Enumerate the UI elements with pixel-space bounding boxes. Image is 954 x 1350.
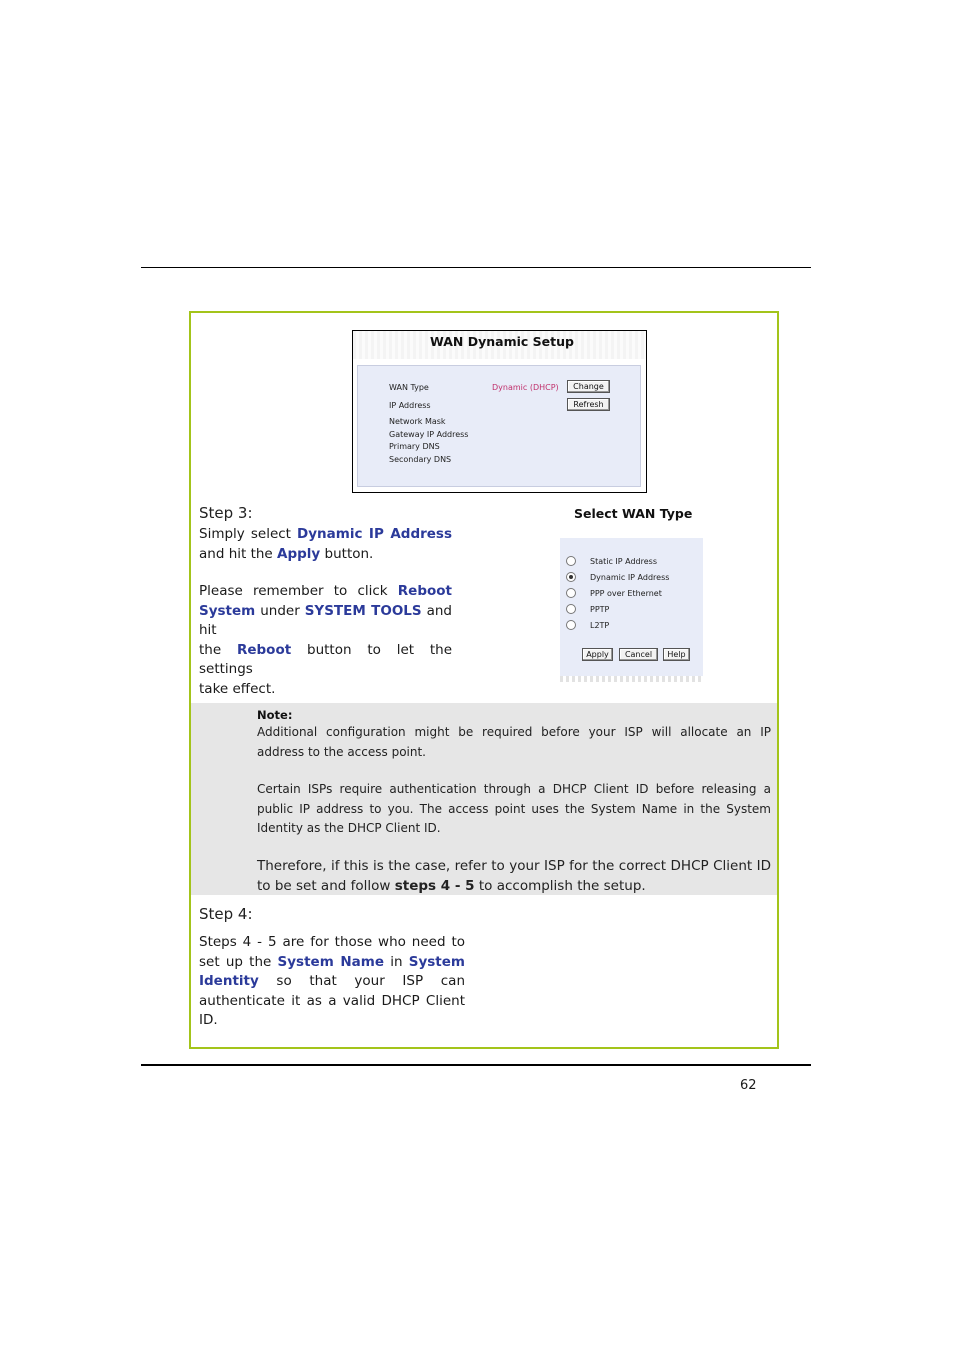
page-number: 62 (740, 1078, 757, 1093)
header-rule (141, 267, 811, 268)
reboot-keyword: Reboot (397, 583, 452, 599)
steps-keyword: steps 4 - 5 (394, 878, 475, 894)
step3-heading: Step 3: (199, 504, 253, 522)
note-paragraph-2 (257, 780, 771, 839)
step3-p1-line2 (199, 545, 452, 565)
option-static-ip[interactable] (566, 555, 657, 567)
system-keyword: System (408, 953, 465, 970)
change-button[interactable]: Change (567, 380, 610, 393)
note-paragraph-3 (257, 856, 771, 896)
option-pppoe[interactable] (566, 587, 662, 599)
content-box (189, 311, 779, 1049)
text: Please remember to click (199, 583, 398, 599)
step3-p1-line1 (199, 525, 452, 545)
text: to accomplish the setup. (474, 878, 646, 894)
step3-p2-line1 (199, 582, 452, 602)
step4-paragraph (199, 933, 465, 1031)
step4-line2 (199, 953, 465, 973)
note-line (257, 876, 771, 896)
note-line: Certain ISPs require authentication through a DHCP Client ID before releasing a (257, 782, 771, 796)
select-wan-type-screenshot (560, 504, 706, 685)
apply-keyword: Apply (277, 545, 321, 562)
radio-button[interactable] (566, 556, 576, 566)
option-label: PPP over Ethernet (590, 588, 662, 598)
option-label: PPTP (590, 604, 610, 614)
option-label: L2TP (590, 620, 610, 630)
option-label: Static IP Address (590, 556, 658, 566)
step4-line1: Steps 4 - 5 are for those who need to (199, 934, 465, 950)
radio-button-selected[interactable] (566, 572, 576, 582)
cancel-button[interactable]: Cancel (619, 648, 658, 661)
note-line: Additional configuration might be required before your ISP will allocate an IP (257, 725, 771, 739)
radio-button[interactable] (566, 604, 576, 614)
wan-settings-panel (357, 365, 641, 487)
wan-type-label: WAN Type (389, 383, 429, 392)
note-title: Note: (257, 708, 293, 722)
note-line: Therefore, if this is the case, refer to your ISP for the correct DHCP Client ID (257, 858, 771, 874)
ip-address-label: IP Address (389, 401, 431, 410)
note-line: address to the access point. (257, 744, 426, 759)
step4-line3 (199, 972, 465, 992)
apply-button[interactable]: Apply (582, 648, 613, 661)
option-label: Dynamic IP Address (590, 572, 670, 582)
screenshot-header (353, 331, 646, 359)
text: and hit the (199, 545, 278, 562)
text: in (384, 953, 409, 970)
option-l2tp[interactable] (566, 619, 609, 631)
note-line: Identity as the DHCP Client ID. (257, 821, 441, 835)
option-pptp[interactable] (566, 603, 609, 615)
text: so that your ISP can (258, 973, 465, 989)
radio-button[interactable] (566, 620, 576, 630)
wan-type-panel (560, 538, 703, 676)
wan-dynamic-setup-screenshot (352, 330, 647, 493)
refresh-button[interactable]: Refresh (567, 398, 610, 411)
text: button. (320, 545, 374, 562)
system-keyword: System (199, 602, 256, 619)
step3-paragraph-1 (199, 525, 452, 564)
reboot-keyword: Reboot (236, 641, 292, 658)
wan-type-value: Dynamic (DHCP) (492, 383, 559, 392)
text: and hit (199, 602, 452, 638)
note-section (191, 703, 777, 895)
step4-line5: ID. (199, 1012, 218, 1028)
text: to be set and follow (257, 878, 395, 894)
text: under (255, 602, 305, 619)
dynamic-ip-keyword: Dynamic IP Address (297, 526, 452, 542)
network-mask-label: Network Mask (389, 417, 446, 426)
note-paragraph-1 (257, 723, 771, 762)
text: the (199, 641, 237, 658)
text: set up the (199, 953, 278, 970)
wan-dynamic-setup-title: WAN Dynamic Setup (430, 334, 574, 349)
gateway-ip-label: Gateway IP Address (389, 430, 469, 439)
option-dynamic-ip[interactable] (566, 571, 669, 583)
text: button to let the settings (199, 641, 452, 677)
system-name-keyword: System Name (277, 953, 385, 970)
screenshot-footer (560, 676, 703, 682)
step3-p2-line2 (199, 602, 452, 641)
footer-rule (141, 1064, 811, 1066)
text: Simply select (199, 526, 298, 542)
step3-p2-line3 (199, 641, 452, 680)
help-button[interactable]: Help (663, 648, 690, 661)
step3-p2-line4: take effect. (199, 680, 276, 697)
step4-heading: Step 4: (199, 905, 253, 923)
radio-button[interactable] (566, 588, 576, 598)
identity-keyword: Identity (199, 973, 259, 989)
step3-paragraph-2 (199, 582, 452, 699)
system-tools-keyword: SYSTEM TOOLS (304, 602, 422, 619)
secondary-dns-label: Secondary DNS (389, 455, 452, 464)
note-line: public IP address to you. The access point uses the System Name in the System (257, 801, 771, 816)
primary-dns-label: Primary DNS (389, 442, 440, 451)
step4-line4: authenticate it as a valid DHCP Client (199, 992, 465, 1009)
select-wan-type-title: Select WAN Type (574, 506, 693, 521)
